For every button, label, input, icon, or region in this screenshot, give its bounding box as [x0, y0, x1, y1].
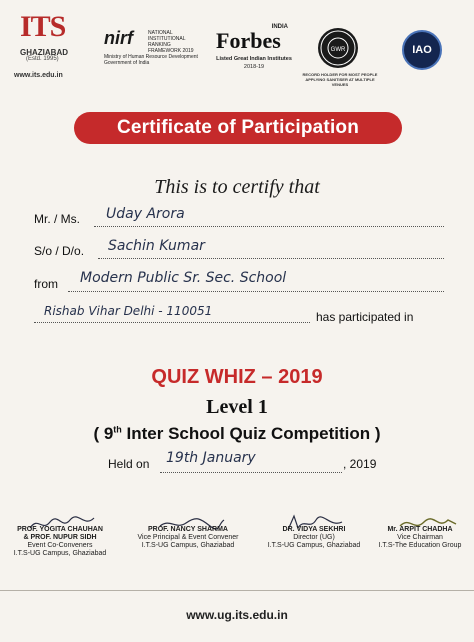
- nirf-ministry: Ministry of Human Resource Development Government of India: [104, 54, 198, 66]
- forbes-mark: Forbes: [216, 28, 281, 53]
- its-logo-est: (Estd. 1995): [26, 56, 59, 62]
- its-logo-mark: ITS: [20, 10, 66, 43]
- certificate-banner: Certificate of Participation: [74, 112, 402, 144]
- signatory-3-line1: DR. VIDYA SEKHRI: [282, 526, 346, 533]
- signatory-2-line1: PROF. NANCY SHARMA: [148, 526, 228, 533]
- signatory-1-line1: PROF. YOGITA CHAUHAN: [17, 526, 103, 533]
- nirf-logo: [104, 24, 204, 72]
- nirf-mark: nirf: [104, 28, 133, 48]
- event-title: QUIZ WHIZ – 2019: [151, 366, 323, 388]
- school-rule: [68, 291, 444, 292]
- address-value: Rishab Vihar Delhi - 110051: [44, 304, 213, 318]
- its-logo-city: GHAZIABAD: [20, 48, 68, 57]
- footer-url: www.ug.its.edu.in: [186, 608, 288, 622]
- forbes-logo: [214, 24, 294, 72]
- certify-line: This is to certify that: [154, 176, 320, 198]
- signatory-2: [126, 526, 250, 550]
- school-value: Modern Public Sr. Sec. School: [80, 270, 287, 286]
- competition-open: ( 9: [93, 424, 114, 443]
- event-competition: [0, 424, 474, 444]
- signatory-4-line2: Vice Chairman: [397, 534, 443, 541]
- event-level: Level 1: [206, 396, 268, 418]
- guinness-logo-icon: [318, 28, 358, 68]
- forbes-year: 2018-19: [243, 64, 265, 70]
- held-label: Held on: [108, 457, 150, 471]
- address-rule: [34, 322, 310, 323]
- participated-text: has participated in: [316, 310, 414, 324]
- competition-rest: Inter School Quiz Competition ): [121, 424, 381, 443]
- signatory-3: [262, 526, 366, 550]
- held-date: 19th January: [166, 450, 256, 466]
- signatory-4-line1: Mr. ARPIT CHADHA: [387, 526, 453, 533]
- signatory-1-line3: Event Co-Conveners: [27, 542, 93, 549]
- signatory-3-line3: I.T.S-UG Campus, Ghaziabad: [267, 542, 361, 549]
- guinness-seal-icon: [318, 28, 358, 68]
- forbes-list: Listed Great Indian Institutes: [216, 56, 292, 62]
- svg-text:GWR: GWR: [330, 47, 346, 53]
- signatory-3-line2: Director (UG): [293, 534, 335, 541]
- guinness-caption: RECORD HOLDER FOR MOST PEOPLE APPLYING SANITISER AT MULTIPLE VENUES: [302, 72, 378, 87]
- parent-rule: [98, 258, 444, 259]
- held-year: , 2019: [343, 457, 377, 471]
- name-rule: [94, 226, 444, 227]
- its-logo-web: www.its.edu.in: [14, 72, 63, 79]
- signatory-2-line2: Vice Principal & Event Convener: [137, 534, 239, 541]
- signatory-2-line3: I.T.S-UG Campus, Ghaziabad: [141, 542, 235, 549]
- parent-label: S/o / D/o.: [34, 244, 85, 258]
- forbes-india: INDIA: [271, 24, 288, 30]
- name-value: Uday Arora: [106, 206, 185, 222]
- iao-logo: IAO: [402, 30, 442, 70]
- signatory-1-line2: & PROF. NUPUR SIDH: [23, 534, 97, 541]
- competition-sup: th: [113, 424, 122, 435]
- its-logo: [12, 10, 82, 79]
- parent-value: Sachin Kumar: [108, 238, 205, 254]
- nirf-line: NATIONAL INSTITUTIONAL RANKING FRAMEWORK 2019: [148, 30, 194, 54]
- signatory-4-line3: I.T.S-The Education Group: [378, 542, 462, 549]
- footer-divider: [0, 590, 474, 591]
- signatory-4: [368, 526, 472, 550]
- name-label: Mr. / Ms.: [34, 212, 80, 226]
- from-label: from: [34, 277, 58, 291]
- held-rule: [160, 472, 342, 473]
- signatory-1-line4: I.T.S-UG Campus, Ghaziabad: [13, 550, 107, 557]
- signatory-1: [4, 526, 116, 558]
